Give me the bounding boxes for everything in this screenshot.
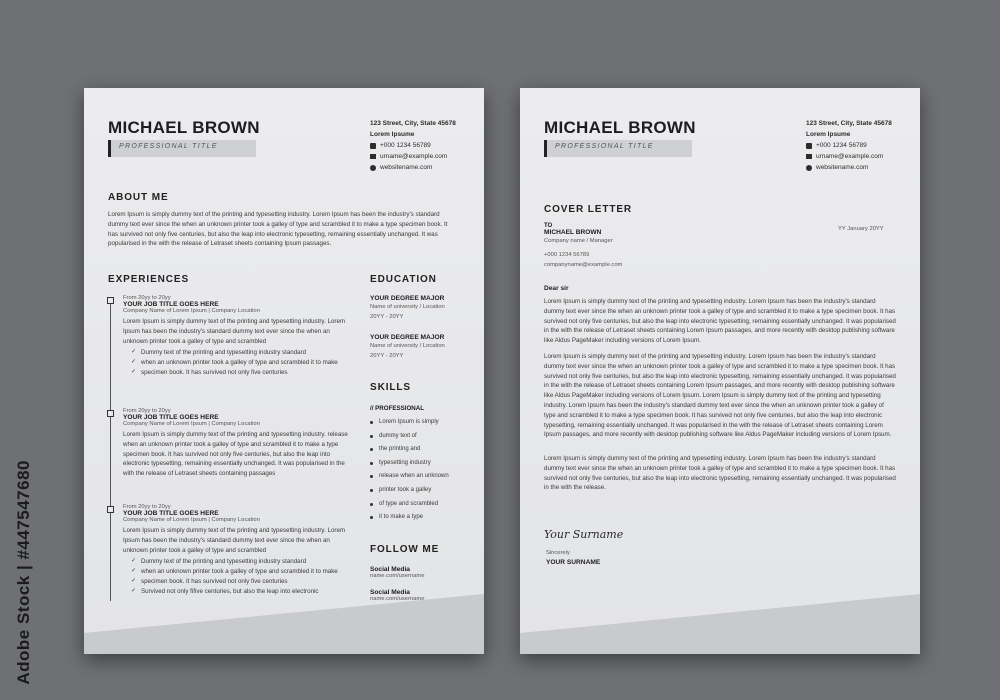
letter-paragraph: Lorem Ipsum is simply dummy text of the printing and typesetting industry. Lorem Ipsum has been the industry's standard dummy text ever since the when an unknown printer took a galley of type and scrambled it to make a type specimen book. It has survived not only five centuries, but also the leap into electronic typesetting, remaining essentially unchanged. It was popularised in the with the release. xyxy=(544,455,896,492)
experience-item xyxy=(123,295,348,378)
letter-address2: Lorem Ipsume xyxy=(806,131,851,138)
education-degree: YOUR DEGREE MAJOR xyxy=(370,334,445,341)
follow-heading: FOLLOW ME xyxy=(370,544,440,555)
resume-professional-title-box xyxy=(108,140,256,157)
globe-icon xyxy=(806,165,812,171)
timeline-marker xyxy=(107,297,114,304)
skill-item: the printing and xyxy=(370,443,449,457)
experience-title: YOUR JOB TITLE GOES HERE xyxy=(123,414,219,421)
experience-description: Lorem Ipsum is simply dummy text of the printing and typesetting industry. release when an unknown printer took a galley of type and scrambled it to make a type specimen book. It has survived not only five centuries, but also the leap into electronic typesetting, remaining essentially unchanged. It was popularised in the with the release of Letraset sheets containing passages xyxy=(123,431,348,478)
experience-bullets xyxy=(131,348,348,377)
letter-name: MICHAEL BROWN xyxy=(544,118,696,137)
skill-item: typesetting industry xyxy=(370,457,449,471)
resume-website[interactable]: websitename.com xyxy=(380,164,433,171)
mail-icon xyxy=(370,154,376,159)
skills-list xyxy=(370,416,449,525)
experience-item xyxy=(123,408,348,479)
letter-contact-block xyxy=(806,118,892,173)
phone-icon xyxy=(370,143,376,149)
social-label: Social Media xyxy=(370,589,410,596)
signature: Your Surname xyxy=(544,528,624,541)
footer-band xyxy=(520,594,920,654)
letter-phone: +000 1234 56789 xyxy=(816,142,867,149)
cover-letter-heading: COVER LETTER xyxy=(544,204,633,215)
letter-professional-title-box xyxy=(544,140,692,157)
experience-dates: From 20yy to 20yy xyxy=(123,408,171,414)
experience-bullet: ✓ specimen book. It has survived not only five centuries xyxy=(131,577,348,587)
resume-page xyxy=(84,88,484,654)
experience-dates: From 20yy to 20yy xyxy=(123,295,171,301)
education-item xyxy=(370,295,470,322)
skills-heading: SKILLS xyxy=(370,382,411,393)
stock-watermark-label: Adobe Stock | #447547680 xyxy=(14,460,33,685)
education-school: Name of university / Location xyxy=(370,304,445,310)
experience-bullet: ✓ when an unknown printer took a galley of type and scrambled it to make xyxy=(131,358,348,368)
timeline-marker xyxy=(107,410,114,417)
education-school: Name of university / Location xyxy=(370,343,445,349)
social-item[interactable] xyxy=(370,589,424,602)
globe-icon xyxy=(370,165,376,171)
experience-bullet: ✓ Dummy text of the printing and typesetting industry standard xyxy=(131,348,348,358)
experience-bullet: ✓ specimen book. It has survived not only five centuries xyxy=(131,368,348,378)
social-label: Social Media xyxy=(370,566,410,573)
education-degree: YOUR DEGREE MAJOR xyxy=(370,295,445,302)
resume-phone: +000 1234 56789 xyxy=(380,142,431,149)
cover-letter-page xyxy=(520,88,920,654)
letter-professional-title: PROFESSIONAL TITLE xyxy=(555,143,654,150)
recipient-email: companyname@example.com xyxy=(544,262,623,268)
recipient-name: MICHAEL BROWN xyxy=(544,229,602,236)
social-handle[interactable]: name.com/username xyxy=(370,573,425,579)
about-heading: ABOUT ME xyxy=(108,192,169,203)
mail-icon xyxy=(806,154,812,159)
experience-bullets xyxy=(131,557,348,596)
skills-subheading: // PROFESSIONAL xyxy=(370,405,424,412)
education-item xyxy=(370,334,470,361)
letter-website[interactable]: websitename.com xyxy=(816,164,869,171)
recipient-phone: +000 1234 56789 xyxy=(544,252,590,258)
experience-item xyxy=(123,504,348,597)
experience-company: Company Name of Lorem Ipsum | Company Location xyxy=(123,421,260,427)
skill-item: of type and scrambled xyxy=(370,498,449,512)
resume-contact-block xyxy=(370,118,456,173)
skill-item: dummy text of xyxy=(370,430,449,444)
experience-dates: From 20yy to 20yy xyxy=(123,504,171,510)
experience-description: Lorem Ipsum is simply dummy text of the printing and typesetting industry. Lorem Ipsum has been the industry's standard dummy text ever since the when an unknown printer took a galley of type and scrambled xyxy=(123,527,346,554)
experience-bullet: ✓ when an unknown printer took a galley of type and scrambled it to make xyxy=(131,567,348,577)
experience-bullet: ✓ Dummy text of the printing and typesetting industry standard xyxy=(131,557,348,567)
letter-date: YY January 20YY xyxy=(838,226,884,232)
letter-paragraph: Lorem Ipsum is simply dummy text of the printing and typesetting industry. Lorem Ipsum has been the industry's standard dummy text ever since the when an unknown printer took a galley of type and scrambled it to make a type specimen book. It has survived not only five centuries, but also the leap into electronic typesetting, remaining essentially unchanged. It was popularised in the with the release of Letraset sheets containing Lorem Ipsum passages, and more recently with desktop publishing software like Aldus PageMaker including versions of Lorem Ipsum. xyxy=(544,298,896,345)
resume-email[interactable]: urname@example.com xyxy=(380,153,448,160)
about-text: Lorem Ipsum is simply dummy text of the printing and typesetting industry. Lorem Ipsum has been the industry's standard dummy text ever since the when an unknown printer took a galley of type and scrambled it to make a type specimen book. It has survived not only five centuries, but also the leap into electronic typesetting, remaining essentially unchanged. It was popularised in the with the release of Letraset sheets containing Ipsum passages. xyxy=(108,211,448,248)
recipient-role: Company name / Manager xyxy=(544,238,613,244)
timeline-line xyxy=(110,301,111,601)
education-years: 20YY - 20YY xyxy=(370,353,404,359)
resume-name: MICHAEL BROWN xyxy=(108,118,260,137)
recipient-block xyxy=(544,223,622,270)
phone-icon xyxy=(806,143,812,149)
education-years: 20YY - 20YY xyxy=(370,314,404,320)
experience-description: Lorem Ipsum is simply dummy text of the printing and typesetting industry. Lorem Ipsum has been the industry's standard dummy text ever since the when an unknown printer took a galley of type and scrambled xyxy=(123,318,346,345)
letter-paragraph: Lorem Ipsum is simply dummy text of the printing and typesetting industry. Lorem Ipsum has been the industry's standard dummy text ever since the when an unknown printer took a galley of type and scrambled it to make a type specimen book. It has survived not only five centuries, but also the leap into electronic typesetting, remaining essentially unchanged. It was popularised in the with the release of Letraset sheets containing Lorem Ipsum passages, and more recently with desktop publishing software like Aldus PageMaker including versions of Lorem Ipsum. Lorem Ipsum is simply dummy text of the printing and typesetting industry. Lorem Ipsum has been the industry's standard dummy text ever since the when an unknown printer took a galley of type and scrambled it to make a type specimen book. It has survived not only five centuries, but also the leap into electronic typesetting, remaining essentially unchanged. It was popularised in the with the release of Letraset sheets containing Lorem Ipsum passages, and more recently with desktop publishing software like Aldus PageMaker including versions of Lorem Ipsum. xyxy=(544,353,896,439)
footer-band xyxy=(84,594,484,654)
timeline-marker xyxy=(107,506,114,513)
experience-bullet: ✓ Survived not only fifive centuries, but also the leap into electronic xyxy=(131,587,348,597)
recipient-to-label: TO xyxy=(544,223,553,229)
social-item[interactable] xyxy=(370,566,424,579)
skill-item: Lorem Ipsum is simply xyxy=(370,416,449,430)
skill-item: release when an unknown xyxy=(370,470,449,484)
closing: Sincerely xyxy=(546,550,570,556)
experience-title: YOUR JOB TITLE GOES HERE xyxy=(123,510,219,517)
skill-item: it to make a type xyxy=(370,511,449,525)
resume-address2: Lorem Ipsume xyxy=(370,131,415,138)
education-heading: EDUCATION xyxy=(370,274,437,285)
experience-company: Company Name of Lorem Ipsum | Company Location xyxy=(123,308,260,314)
resume-professional-title: PROFESSIONAL TITLE xyxy=(119,143,218,150)
salutation: Dear sir xyxy=(544,285,569,292)
social-handle[interactable]: name.com/username xyxy=(370,596,425,602)
experience-title: YOUR JOB TITLE GOES HERE xyxy=(123,301,219,308)
signer-name: YOUR SURNAME xyxy=(546,559,601,566)
letter-address: 123 Street, City, State 45678 xyxy=(806,120,892,127)
experience-company: Company Name of Lorem Ipsum | Company Location xyxy=(123,517,260,523)
skill-item: printer took a galley xyxy=(370,484,449,498)
resume-address: 123 Street, City, State 45678 xyxy=(370,120,456,127)
experiences-heading: EXPERIENCES xyxy=(108,274,190,285)
letter-email[interactable]: urname@example.com xyxy=(816,153,884,160)
